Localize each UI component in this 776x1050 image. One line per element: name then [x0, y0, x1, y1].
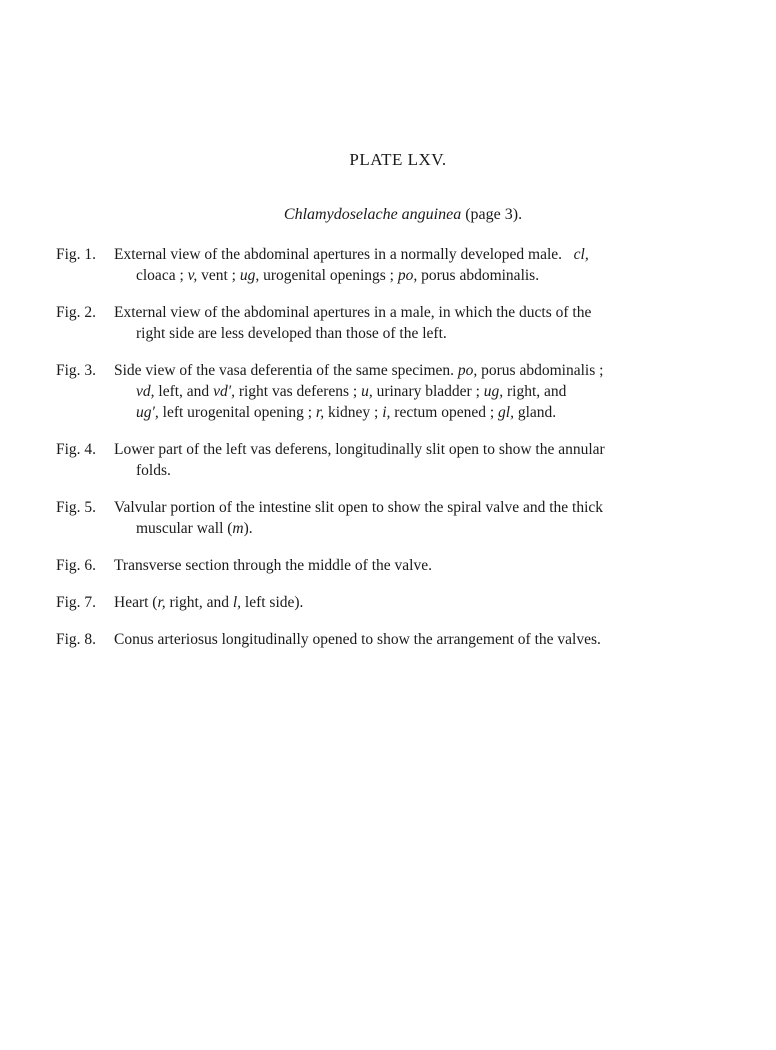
figure-description: External view of the abdominal apertures in a normally developed male. cl, cloaca ; v, vent ; ug, urogenital openings ; po, porus abdominalis. [114, 246, 589, 284]
species-name: Chlamydoselache anguinea [283, 206, 462, 223]
figure-entry [56, 592, 718, 613]
figure-entry [56, 497, 718, 539]
figure-entry [56, 629, 718, 650]
figure-entry [56, 302, 718, 344]
figure-description: Side view of the vasa deferentia of the same specimen. po, porus abdominalis ; vd, left, and vd′, right vas deferens ; u, urinary bladder ; ug, right, and ug′, left urogenital opening ; r, kidney ; i, rectum opened ; gl, gland. [114, 362, 604, 421]
figure-entry [56, 439, 718, 481]
figure-label: Fig. 8. [56, 631, 97, 648]
figure-label: Fig. 5. [56, 499, 97, 516]
figure-entry [56, 360, 718, 423]
figure-description: Conus arteriosus longitudinally opened to show the arrangement of the valves. [114, 631, 601, 648]
figure-label: Fig. 1. [56, 246, 97, 263]
species-heading [0, 206, 776, 224]
figure-description: Transverse section through the middle of the valve. [114, 557, 432, 574]
figure-description: Valvular portion of the intestine slit open to show the spiral valve and the thick muscular wall (m). [114, 499, 604, 537]
figure-label: Fig. 4. [56, 441, 97, 458]
figure-label: Fig. 7. [56, 594, 97, 611]
figure-entry [56, 555, 718, 576]
figure-list [56, 244, 718, 666]
figure-entry [56, 244, 718, 286]
figure-description: Lower part of the left vas deferens, longitudinally slit open to show the annular folds. [114, 441, 605, 479]
figure-label: Fig. 3. [56, 362, 97, 379]
species-page-ref: (page 3). [465, 206, 523, 223]
figure-description: Heart (r, right, and l, left side). [114, 594, 304, 611]
figure-description: External view of the abdominal apertures in a male, in which the ducts of the right side are less developed than those of the left. [114, 304, 592, 342]
plate-title: PLATE LXV. [349, 150, 447, 169]
figure-label: Fig. 2. [56, 304, 97, 321]
figure-label: Fig. 6. [56, 557, 97, 574]
